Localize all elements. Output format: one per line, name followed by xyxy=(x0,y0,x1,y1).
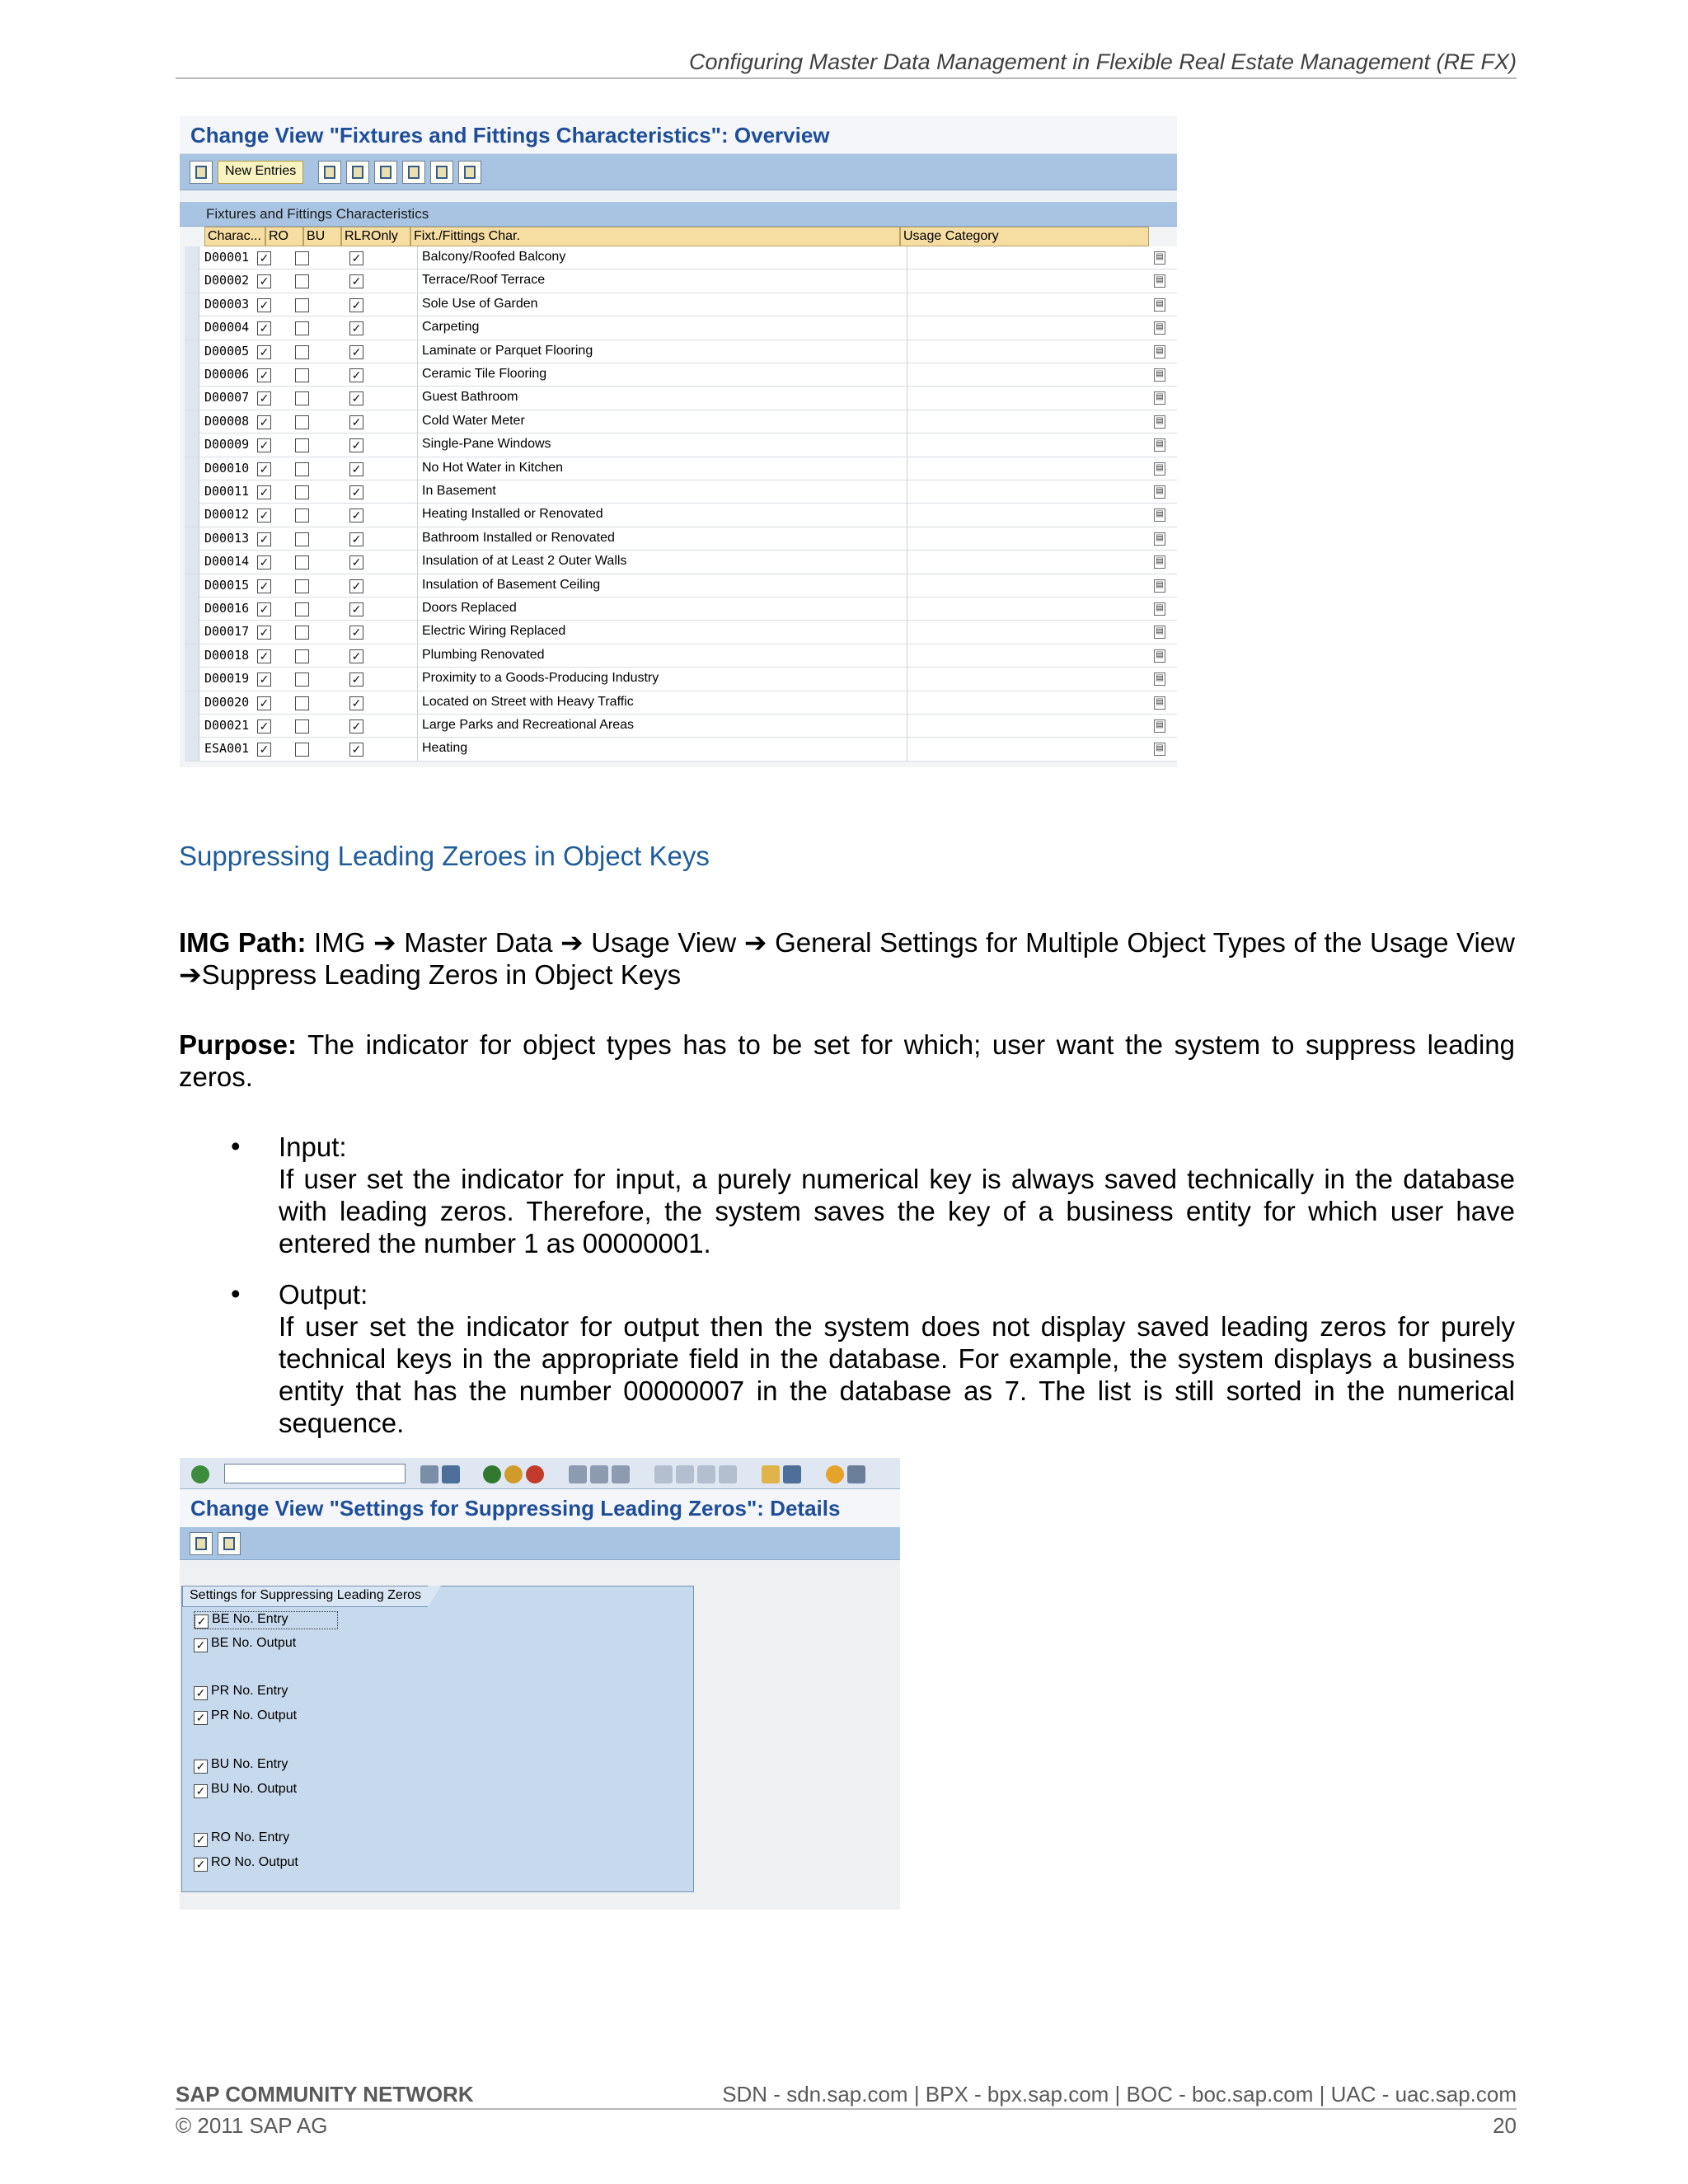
back-arrow-icon[interactable] xyxy=(420,1465,438,1483)
setting-checkbox-row[interactable] xyxy=(194,1757,288,1775)
img-path-text: IMG ➔ Master Data ➔ Usage View ➔ General Settings for Multiple Object Types of the Usage View ➔Suppress Leading Zeros in Object Keys xyxy=(179,927,1515,990)
rlronly-checkbox[interactable]: ✓ xyxy=(349,509,363,523)
application-toolbar xyxy=(180,154,1177,190)
table-row[interactable] xyxy=(185,316,1177,340)
section-heading: Suppressing Leading Zeroes in Object Keys xyxy=(179,841,710,871)
ro-checkbox[interactable]: ✓ xyxy=(257,509,271,523)
table-row[interactable] xyxy=(185,551,1177,574)
row-selector[interactable] xyxy=(185,293,199,316)
setting-checkbox[interactable]: ✓ xyxy=(194,1711,208,1725)
ro-checkbox[interactable]: ✓ xyxy=(257,743,271,757)
setting-checkbox-row[interactable] xyxy=(194,1611,338,1629)
table-row[interactable] xyxy=(185,598,1177,621)
setting-checkbox-row[interactable] xyxy=(194,1636,296,1654)
row-selector[interactable] xyxy=(185,269,199,293)
fixture-description[interactable]: Doors Replaced xyxy=(422,601,517,615)
table-caption: Fixtures and Fittings Characteristics xyxy=(206,206,429,222)
characteristic-key: D00008 xyxy=(204,413,250,429)
ro-checkbox[interactable]: ✓ xyxy=(257,626,271,640)
setting-checkbox[interactable]: ✓ xyxy=(194,1638,208,1652)
rlronly-checkbox[interactable]: ✓ xyxy=(349,743,363,757)
settings-group-box xyxy=(181,1586,694,1892)
row-selector[interactable] xyxy=(185,715,199,738)
setting-checkbox-row[interactable] xyxy=(194,1830,289,1849)
characteristic-key: D00003 xyxy=(204,296,250,312)
fixture-description[interactable]: Insulation of Basement Ceiling xyxy=(422,577,601,592)
cell-divider xyxy=(417,269,418,293)
setting-label: RO No. Output xyxy=(211,1855,298,1869)
row-selector[interactable] xyxy=(185,340,199,363)
command-field[interactable] xyxy=(224,1464,406,1483)
bullet-output-title: Output: xyxy=(279,1279,368,1310)
undo-change-icon[interactable] xyxy=(374,161,397,184)
cell-divider xyxy=(417,738,418,761)
row-selector[interactable] xyxy=(185,480,199,504)
characteristic-key: D00006 xyxy=(204,367,250,382)
fixture-description[interactable]: Sole Use of Garden xyxy=(422,296,538,311)
bu-checkbox[interactable] xyxy=(295,298,309,312)
row-selector[interactable] xyxy=(185,504,199,527)
document-title: Configuring Master Data Management in Flexible Real Estate Management (RE FX) xyxy=(689,49,1517,74)
table-row[interactable] xyxy=(185,504,1177,527)
fixture-description[interactable]: Carpeting xyxy=(422,320,480,335)
bu-checkbox[interactable] xyxy=(295,696,309,710)
screen-title-bar xyxy=(180,116,1177,154)
ro-checkbox[interactable]: ✓ xyxy=(257,485,271,499)
rlronly-checkbox[interactable]: ✓ xyxy=(349,485,363,499)
characteristic-key: D00001 xyxy=(204,250,250,265)
page-header xyxy=(176,46,1517,79)
table-row[interactable] xyxy=(185,644,1177,668)
ro-checkbox[interactable]: ✓ xyxy=(257,673,271,687)
cell-divider xyxy=(417,551,418,574)
bullet-marker: • xyxy=(231,1131,241,1161)
last-page-icon[interactable] xyxy=(719,1465,737,1483)
copy-icon[interactable] xyxy=(318,161,341,184)
value-help-icon[interactable]: ▤ xyxy=(1154,251,1165,265)
new-entries-button[interactable]: New Entries xyxy=(218,161,303,184)
setting-checkbox[interactable]: ✓ xyxy=(194,1833,208,1847)
screen-title: Change View "Settings for Suppressing Leading Zeros": Details xyxy=(190,1496,841,1521)
fixture-description[interactable]: Balcony/Roofed Balcony xyxy=(422,250,566,264)
cell-divider xyxy=(417,527,418,551)
setting-label: BE No. Entry xyxy=(212,1612,288,1626)
characteristic-key: D00013 xyxy=(204,530,250,546)
setting-checkbox[interactable]: ✓ xyxy=(194,1858,208,1872)
table-caption-bar xyxy=(180,202,1177,227)
ro-checkbox[interactable]: ✓ xyxy=(257,298,271,312)
characteristics-table xyxy=(180,202,1177,767)
row-selector[interactable] xyxy=(185,410,199,434)
characteristic-key: D00011 xyxy=(204,484,250,499)
cell-divider xyxy=(417,457,418,480)
find-next-icon[interactable] xyxy=(612,1465,630,1483)
bu-checkbox[interactable] xyxy=(295,368,309,382)
value-help-icon[interactable]: ▤ xyxy=(1154,485,1165,499)
bu-checkbox[interactable] xyxy=(295,743,309,757)
table-row[interactable] xyxy=(185,480,1177,504)
footer-links: SDN - sdn.sap.com | BPX - bpx.sap.com | BOC - boc.sap.com | UAC - uac.sap.com xyxy=(722,2082,1517,2107)
value-help-icon[interactable]: ▤ xyxy=(1154,509,1165,522)
cell-divider xyxy=(417,410,418,434)
setting-label: BE No. Output xyxy=(211,1636,297,1650)
cancel-icon[interactable] xyxy=(526,1465,544,1483)
cell-divider xyxy=(417,668,418,691)
ro-checkbox[interactable]: ✓ xyxy=(257,719,271,733)
rlronly-checkbox[interactable]: ✓ xyxy=(349,251,363,265)
cell-divider xyxy=(417,246,418,269)
value-help-icon[interactable]: ▤ xyxy=(1154,368,1165,382)
value-help-icon[interactable]: ▤ xyxy=(1154,579,1165,593)
setting-label: RO No. Entry xyxy=(211,1830,290,1844)
img-path-paragraph xyxy=(179,926,1515,991)
bu-checkbox[interactable] xyxy=(295,579,309,593)
next-page-icon[interactable] xyxy=(697,1465,715,1483)
screenshot-fixtures-overview xyxy=(180,116,1177,767)
group-caption: Settings for Suppressing Leading Zeros xyxy=(182,1586,428,1607)
bu-checkbox[interactable] xyxy=(295,438,309,452)
characteristic-key: D00021 xyxy=(204,718,250,733)
cell-divider xyxy=(417,574,418,598)
rlronly-checkbox[interactable]: ✓ xyxy=(349,602,363,616)
rlronly-checkbox[interactable]: ✓ xyxy=(349,532,363,546)
row-selector[interactable] xyxy=(185,598,199,621)
characteristic-key: D00017 xyxy=(204,624,250,640)
row-selector[interactable] xyxy=(185,246,199,269)
rlronly-checkbox[interactable]: ✓ xyxy=(349,415,363,429)
rlronly-checkbox[interactable]: ✓ xyxy=(349,345,363,359)
first-page-icon[interactable] xyxy=(654,1465,673,1483)
exit-icon[interactable] xyxy=(504,1465,523,1483)
ro-checkbox[interactable]: ✓ xyxy=(257,462,271,476)
bu-checkbox[interactable] xyxy=(295,321,309,335)
ro-checkbox[interactable]: ✓ xyxy=(257,602,271,616)
rlronly-checkbox[interactable]: ✓ xyxy=(349,673,363,687)
footer-copyright: © 2011 SAP AG xyxy=(176,2113,328,2138)
ro-checkbox[interactable]: ✓ xyxy=(257,649,271,663)
fixture-description[interactable]: Electric Wiring Replaced xyxy=(422,624,566,639)
table-row[interactable] xyxy=(185,457,1177,480)
fixture-description[interactable]: Heating Installed or Renovated xyxy=(422,507,603,522)
bu-checkbox[interactable] xyxy=(295,673,309,687)
characteristic-key: D00014 xyxy=(204,554,250,569)
page-number: 20 xyxy=(1493,2113,1517,2138)
characteristic-key: D00009 xyxy=(204,437,250,452)
ro-checkbox[interactable]: ✓ xyxy=(257,555,271,569)
fixture-description[interactable]: Cold Water Meter xyxy=(422,413,525,428)
fixture-description[interactable]: Single-Pane Windows xyxy=(422,437,551,452)
table-row[interactable] xyxy=(185,387,1177,410)
value-help-icon[interactable]: ▤ xyxy=(1154,649,1165,663)
value-help-icon[interactable]: ▤ xyxy=(1154,673,1165,686)
table-row[interactable] xyxy=(185,621,1177,644)
bu-checkbox[interactable] xyxy=(295,462,309,476)
rlronly-checkbox[interactable]: ✓ xyxy=(349,696,363,710)
row-selector[interactable] xyxy=(185,644,199,668)
fixture-description[interactable]: Proximity to a Goods-Producing Industry xyxy=(422,671,659,686)
characteristic-key: D00019 xyxy=(204,671,250,687)
ro-checkbox[interactable]: ✓ xyxy=(257,415,271,429)
table-row[interactable] xyxy=(185,715,1177,738)
setting-checkbox[interactable]: ✓ xyxy=(194,1784,208,1798)
create-session-icon[interactable] xyxy=(762,1465,780,1483)
value-help-icon[interactable]: ▤ xyxy=(1154,719,1165,733)
bullet-input-body: If user set the indicator for input, a purely numerical key is always saved technically in the database with leading zeros. Therefore, the system saves the key of a business entity for which user have entered the number 1 as 00000001. xyxy=(279,1164,1515,1258)
fixture-description[interactable]: Located on Street with Heavy Traffic xyxy=(422,694,634,709)
value-help-icon[interactable]: ▤ xyxy=(1154,274,1165,288)
table-row[interactable] xyxy=(185,410,1177,434)
table-row[interactable] xyxy=(185,363,1177,387)
column-header-rlronly[interactable]: RLROnly xyxy=(341,227,410,246)
rlronly-checkbox[interactable]: ✓ xyxy=(349,274,363,288)
column-header-bu[interactable]: BU xyxy=(303,227,341,246)
fixture-description[interactable]: Guest Bathroom xyxy=(422,390,518,405)
other-entry-icon[interactable] xyxy=(218,1532,241,1555)
cell-divider xyxy=(417,504,418,527)
rlronly-checkbox[interactable]: ✓ xyxy=(349,321,363,335)
page-footer xyxy=(176,2080,1517,2110)
cell-divider xyxy=(417,715,418,738)
row-selector[interactable] xyxy=(185,691,199,715)
setting-checkbox[interactable]: ✓ xyxy=(194,1686,208,1700)
ro-checkbox[interactable]: ✓ xyxy=(257,345,271,359)
value-help-icon[interactable]: ▤ xyxy=(1154,438,1165,452)
characteristic-key: ESA001 xyxy=(204,741,250,757)
bu-checkbox[interactable] xyxy=(295,649,309,663)
find-icon[interactable] xyxy=(590,1465,608,1483)
rlronly-checkbox[interactable]: ✓ xyxy=(349,649,363,663)
display-change-icon[interactable] xyxy=(190,161,213,184)
table-row[interactable] xyxy=(185,668,1177,691)
purpose-label: Purpose: xyxy=(179,1029,298,1060)
ro-checkbox[interactable]: ✓ xyxy=(257,579,271,593)
value-help-icon[interactable]: ▤ xyxy=(1154,345,1165,359)
value-help-icon[interactable]: ▤ xyxy=(1154,462,1165,476)
bu-checkbox[interactable] xyxy=(295,251,309,265)
cell-divider xyxy=(417,598,418,621)
cell-divider xyxy=(417,387,418,410)
rlronly-checkbox[interactable]: ✓ xyxy=(349,391,363,405)
value-help-icon[interactable]: ▤ xyxy=(1154,743,1165,756)
bu-checkbox[interactable] xyxy=(295,532,309,546)
characteristic-key: D00007 xyxy=(204,390,250,405)
characteristic-key: D00016 xyxy=(204,601,250,616)
setting-label: BU No. Output xyxy=(211,1782,298,1796)
cell-divider xyxy=(417,316,418,340)
ro-checkbox[interactable]: ✓ xyxy=(257,391,271,405)
row-selector[interactable] xyxy=(185,668,199,691)
fixture-description[interactable]: In Basement xyxy=(422,484,496,498)
bu-checkbox[interactable] xyxy=(295,626,309,640)
ro-checkbox[interactable]: ✓ xyxy=(257,321,271,335)
bu-checkbox[interactable] xyxy=(295,719,309,733)
cell-divider xyxy=(417,363,418,387)
delete-icon[interactable] xyxy=(346,161,369,184)
fixture-description[interactable]: Ceramic Tile Flooring xyxy=(422,367,547,381)
setting-label: PR No. Output xyxy=(211,1708,298,1722)
bu-checkbox[interactable] xyxy=(295,415,309,429)
value-help-icon[interactable]: ▤ xyxy=(1154,532,1165,546)
select-block-icon[interactable] xyxy=(430,161,453,184)
ro-checkbox[interactable]: ✓ xyxy=(257,368,271,382)
deselect-all-icon[interactable] xyxy=(458,161,481,184)
screenshot-suppress-zeros-details xyxy=(180,1458,900,1910)
application-toolbar xyxy=(180,1527,900,1560)
bullet-input-title: Input: xyxy=(279,1132,347,1162)
bullet-input xyxy=(279,1131,1515,1259)
table-row[interactable] xyxy=(185,574,1177,598)
table-row[interactable] xyxy=(185,340,1177,363)
cell-divider xyxy=(417,621,418,644)
previous-page-icon[interactable] xyxy=(676,1465,694,1483)
fixture-description[interactable]: Terrace/Roof Terrace xyxy=(422,273,546,288)
rlronly-checkbox[interactable]: ✓ xyxy=(349,626,363,640)
img-path-label: IMG Path: xyxy=(179,927,307,958)
standard-toolbar xyxy=(180,1458,900,1489)
setting-checkbox-row[interactable] xyxy=(194,1684,288,1702)
characteristic-key: D00012 xyxy=(204,507,250,523)
rlronly-checkbox[interactable]: ✓ xyxy=(349,438,363,452)
help-icon[interactable] xyxy=(826,1465,844,1483)
bu-checkbox[interactable] xyxy=(295,391,309,405)
bu-checkbox[interactable] xyxy=(295,345,309,359)
fixture-description[interactable]: Insulation of at Least 2 Outer Walls xyxy=(422,554,627,569)
ro-checkbox[interactable]: ✓ xyxy=(257,532,271,546)
row-selector[interactable] xyxy=(185,434,199,457)
fixture-description[interactable]: Bathroom Installed or Renovated xyxy=(422,530,615,545)
column-header-ro[interactable]: RO xyxy=(265,227,303,246)
characteristic-key: D00020 xyxy=(204,694,250,710)
characteristic-key: D00004 xyxy=(204,320,250,335)
value-help-icon[interactable]: ▤ xyxy=(1154,696,1165,710)
column-header-characteristic[interactable]: Charac... xyxy=(204,227,265,246)
characteristic-key: D00005 xyxy=(204,343,250,359)
setting-checkbox-row[interactable] xyxy=(194,1708,297,1727)
ro-checkbox[interactable]: ✓ xyxy=(257,274,271,288)
purpose-text: The indicator for object types has to be set for which; user want the system to suppress leading zeros. xyxy=(179,1029,1515,1092)
row-selector[interactable] xyxy=(185,551,199,574)
ro-checkbox[interactable]: ✓ xyxy=(257,251,271,265)
table-row[interactable] xyxy=(185,293,1177,316)
screen-title-bar xyxy=(180,1489,900,1527)
cell-divider xyxy=(417,644,418,668)
setting-label: BU No. Entry xyxy=(211,1757,288,1771)
fixture-description[interactable]: Large Parks and Recreational Areas xyxy=(422,718,635,732)
screen-title: Change View "Fixtures and Fittings Characteristics": Overview xyxy=(190,123,830,148)
cell-divider xyxy=(417,480,418,504)
row-selector[interactable] xyxy=(185,387,199,410)
row-selector[interactable] xyxy=(185,738,199,761)
setting-checkbox-row[interactable] xyxy=(194,1855,298,1873)
characteristic-key: D00015 xyxy=(204,577,250,593)
bullet-marker: • xyxy=(231,1278,241,1309)
footer-bottom xyxy=(176,2113,1517,2139)
setting-label: PR No. Entry xyxy=(211,1684,288,1698)
select-all-icon[interactable] xyxy=(402,161,425,184)
rlronly-checkbox[interactable]: ✓ xyxy=(349,462,363,476)
ro-checkbox[interactable]: ✓ xyxy=(257,438,271,452)
setting-checkbox[interactable]: ✓ xyxy=(194,1760,208,1774)
cell-divider xyxy=(417,434,418,457)
print-icon[interactable] xyxy=(569,1465,587,1483)
display-change-icon[interactable] xyxy=(190,1532,213,1555)
value-help-icon[interactable]: ▤ xyxy=(1154,626,1165,639)
bu-checkbox[interactable] xyxy=(295,509,309,523)
bullet-output xyxy=(279,1278,1515,1439)
row-selector[interactable] xyxy=(185,621,199,644)
characteristic-key: D00018 xyxy=(204,647,250,663)
table-row[interactable] xyxy=(185,434,1177,457)
table-row[interactable] xyxy=(185,269,1177,293)
column-header-fixt-fittings[interactable]: Fixt./Fittings Char. xyxy=(410,227,900,246)
rlronly-checkbox[interactable]: ✓ xyxy=(349,579,363,593)
cell-divider xyxy=(417,340,418,363)
value-help-icon[interactable]: ▤ xyxy=(1154,415,1165,429)
value-help-icon[interactable]: ▤ xyxy=(1154,298,1165,312)
row-selector[interactable] xyxy=(185,527,199,551)
table-row[interactable] xyxy=(185,691,1177,715)
back-icon[interactable] xyxy=(483,1465,501,1483)
bullet-output-body: If user set the indicator for output then the system does not display saved leading zeros for purely technical keys in the appropriate field in the database. For example, the system displays a business entity that has the number 00000007 in the database as 7. The list is still sorted in the numerical sequence. xyxy=(279,1311,1515,1438)
table-header xyxy=(204,227,1179,246)
shortcut-icon[interactable] xyxy=(783,1465,801,1483)
row-selector[interactable] xyxy=(185,316,199,340)
fixture-description[interactable]: Heating xyxy=(422,741,468,756)
rlronly-checkbox[interactable]: ✓ xyxy=(349,719,363,733)
table-row[interactable] xyxy=(185,246,1177,269)
table-row[interactable] xyxy=(185,527,1177,551)
purpose-paragraph xyxy=(179,1029,1515,1093)
enter-icon[interactable] xyxy=(191,1465,209,1483)
rlronly-checkbox[interactable]: ✓ xyxy=(349,555,363,569)
save-icon[interactable] xyxy=(442,1465,460,1483)
value-help-icon[interactable]: ▤ xyxy=(1154,555,1165,569)
row-selector[interactable] xyxy=(185,457,199,480)
column-header-usage-category[interactable]: Usage Category xyxy=(900,227,1149,246)
characteristic-key: D00002 xyxy=(204,273,250,288)
bu-checkbox[interactable] xyxy=(295,274,309,288)
row-selector[interactable] xyxy=(185,574,199,598)
rlronly-checkbox[interactable]: ✓ xyxy=(349,298,363,312)
table-row[interactable] xyxy=(185,738,1177,761)
setting-checkbox[interactable]: ✓ xyxy=(195,1615,209,1629)
characteristic-key: D00010 xyxy=(204,460,250,476)
bu-checkbox[interactable] xyxy=(295,555,309,569)
bu-checkbox[interactable] xyxy=(295,602,309,616)
fixture-description[interactable]: Laminate or Parquet Flooring xyxy=(422,343,593,358)
ro-checkbox[interactable]: ✓ xyxy=(257,696,271,710)
setting-checkbox-row[interactable] xyxy=(194,1782,297,1800)
fixture-description[interactable]: No Hot Water in Kitchen xyxy=(422,460,564,475)
value-help-icon[interactable]: ▤ xyxy=(1154,602,1165,616)
bu-checkbox[interactable] xyxy=(295,485,309,499)
cell-divider xyxy=(417,293,418,316)
value-help-icon[interactable]: ▤ xyxy=(1154,321,1165,335)
cell-divider xyxy=(417,691,418,715)
rlronly-checkbox[interactable]: ✓ xyxy=(349,368,363,382)
footer-network: SAP COMMUNITY NETWORK xyxy=(176,2082,474,2107)
layout-menu-icon[interactable] xyxy=(847,1465,865,1483)
row-selector[interactable] xyxy=(185,363,199,387)
fixture-description[interactable]: Plumbing Renovated xyxy=(422,647,545,662)
value-help-icon[interactable]: ▤ xyxy=(1154,391,1165,405)
